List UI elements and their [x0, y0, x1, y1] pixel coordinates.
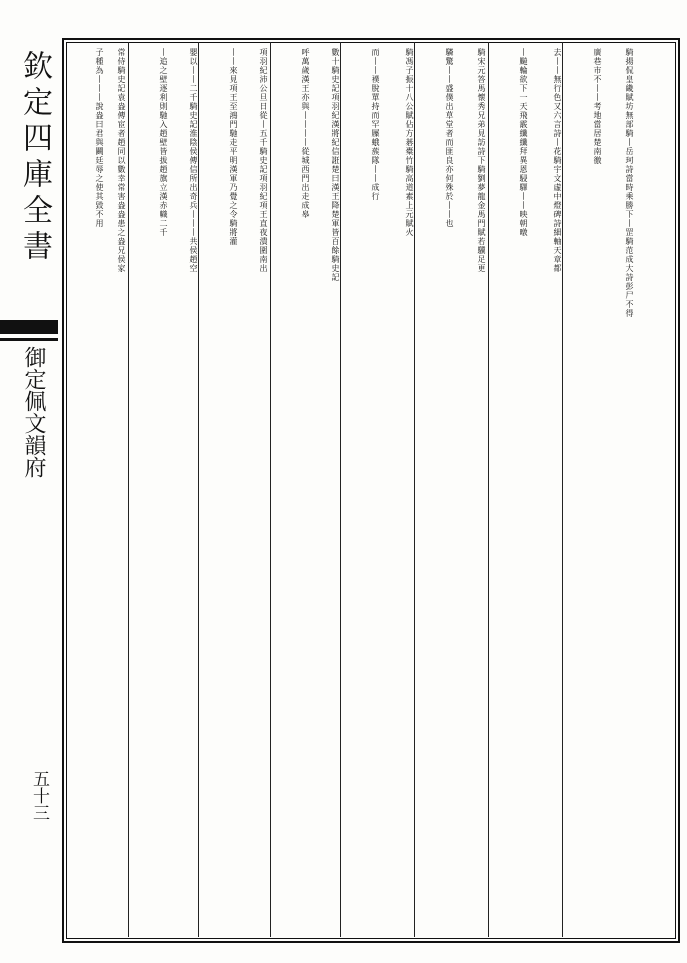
fishtail-rule — [0, 338, 58, 341]
text-column: 丨追之壁逐利則馳入趙壁皆拔趙旗立漢赤幟二千 — [159, 48, 168, 237]
text-column: 騎揚侃皇畿賦坊無部騎丨岳珂詩當時乘勝下丨罡騎范成大詩彭尸不得 — [625, 48, 634, 318]
book-title: 御定佩文韻府 — [21, 346, 46, 478]
collection-title: 欽定四庫全書 — [17, 50, 52, 266]
text-column: 而丨丨襆脫單持而罕屧蛾蔟隊丨丨成行 — [371, 48, 380, 201]
page-gutter — [0, 30, 58, 940]
text-column: 嬰以丨丨二千騎史記淮陰侯傳信所出奇兵丨丨丨共侯趙空 — [189, 48, 198, 273]
page-number: 五十三 — [29, 770, 49, 821]
text-column: 子種為丨丨丨說盎曰君與鬬廷辱之使其毀不用 — [95, 48, 104, 228]
text-column: 驎驚丨丨盛僕出草堂者而匪良亦何殊於丨丨也 — [445, 48, 454, 228]
text-column: 丨丨來見項王至鴻門馳走平明漢軍乃覺之令騎將灌 — [229, 48, 238, 246]
text-column: 騎宋元答馬懷秀兄弟見訪詩下騎劉夢龍金馬門賦若驥足更 — [477, 48, 486, 273]
text-column: 呼萬歲漢王亦與丨丨丨丨從城西門出走成皋 — [301, 48, 310, 219]
text-column: 去丨丨無行色又六言詩丨花騎宇文虛中燈碑詩細軸天章都 — [553, 48, 562, 273]
text-column: 常侍騎史記袁盎傳宦者趙同以數幸常害盎盎患之盎兄侯家 — [117, 48, 126, 273]
text-column: 丨飈輪欲下一天飛霰纖纖拜異恩駸驛丨丨映朝暾 — [519, 48, 528, 237]
text-column: 數十騎史記項羽紀漢將紀信誑楚曰漢王降楚軍皆百餘騎史記 — [331, 48, 340, 282]
text-column: 騎馮子振十八公賦佔方碁橐竹騎高道素上元賦火 — [405, 48, 414, 237]
text-column: 廣巷市不丨丨考地當居楚南徼 — [593, 48, 602, 165]
text-column: 項羽紀沛公旦日從丨五千騎史記項羽紀項王直夜潰圍南出 — [259, 48, 268, 273]
fishtail-mark — [0, 320, 58, 334]
